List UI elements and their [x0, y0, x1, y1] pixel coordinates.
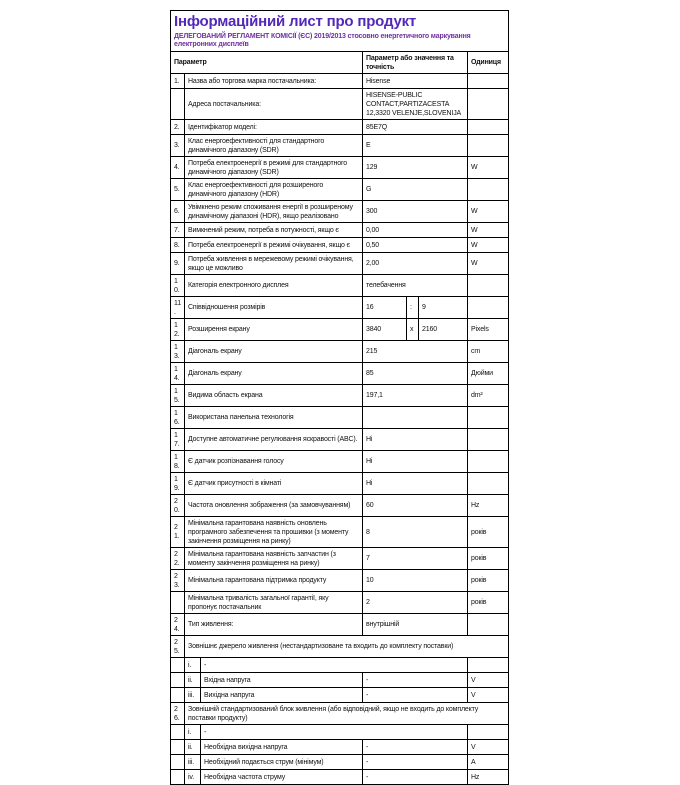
sub-row-number-cell: i. — [185, 725, 201, 740]
value-cell — [363, 407, 468, 429]
row-number-cell: 23. — [171, 570, 185, 592]
row-number-cell: 1. — [171, 74, 185, 89]
sub-row-number-cell: i. — [185, 658, 201, 673]
unit-cell: V — [468, 740, 509, 755]
value-cell: 215 — [363, 341, 468, 363]
unit-cell: V — [468, 688, 509, 703]
row-number-cell — [171, 688, 185, 703]
row-number-cell: 24. — [171, 614, 185, 636]
column-header-unit: Одиниця — [468, 52, 509, 74]
table-row — [171, 135, 509, 157]
parameter-cell: Потреба електроенергії в режимі для стандартного динамічного діапазону (SDR) — [185, 157, 363, 179]
unit-cell: W — [468, 201, 509, 223]
parameter-cell: Потреба живлення в мережевому режимі очікування, якщо це можливо — [185, 253, 363, 275]
parameter-cell: Необхідна частота струму — [201, 770, 363, 785]
row-number-cell: 6. — [171, 201, 185, 223]
value-cell: 7 — [363, 548, 468, 570]
row-number-cell — [171, 673, 185, 688]
table-row — [171, 740, 509, 755]
value-cell: - — [363, 755, 468, 770]
row-number-cell: 14. — [171, 363, 185, 385]
parameter-cell: Діагональ екрану — [185, 363, 363, 385]
row-number-cell: 13. — [171, 341, 185, 363]
unit-cell — [468, 275, 509, 297]
unit-cell — [468, 473, 509, 495]
row-number-cell: 25. — [171, 636, 185, 658]
row-number-cell — [171, 770, 185, 785]
sub-row-number-cell: ii. — [185, 673, 201, 688]
parameter-cell: Частота оновлення зображення (за замовчуванням) — [185, 495, 363, 517]
table-row — [171, 451, 509, 473]
parameter-cell: Мінімальна гарантована підтримка продукту — [185, 570, 363, 592]
unit-cell: cm — [468, 341, 509, 363]
table-row — [171, 517, 509, 548]
unit-cell — [468, 725, 509, 740]
unit-cell — [468, 179, 509, 201]
value-cell: G — [363, 179, 468, 201]
table-row — [171, 429, 509, 451]
value-cell: HISENSE-PUBLIC CONTACT,PARTIZACESTA 12,3320 VELENJE,SLOVENIJA — [363, 89, 468, 120]
parameter-cell: Необхідна вихідна напруга — [201, 740, 363, 755]
column-header-parameter: Параметр — [171, 52, 363, 74]
page-title: Інформаційний лист про продукт — [174, 12, 417, 30]
product-info-table — [170, 10, 509, 785]
value-cell: 10 — [363, 570, 468, 592]
parameter-cell: Використана панельна технологія — [185, 407, 363, 429]
unit-cell — [468, 429, 509, 451]
value-cell: 0,50 — [363, 238, 468, 253]
title-row — [171, 11, 509, 52]
sub-row-number-cell: ii. — [185, 740, 201, 755]
table-row — [171, 179, 509, 201]
parameter-cell: Мінімальна гарантована наявність запчастин (з моменту закінчення розміщення на ринку) — [185, 548, 363, 570]
unit-cell: років — [468, 570, 509, 592]
table-row — [171, 570, 509, 592]
parameter-cell: Доступне автоматичне регулювання яскравості (ABC). — [185, 429, 363, 451]
table-row — [171, 770, 509, 785]
value-cell: 85E7Q — [363, 120, 468, 135]
table-row — [171, 592, 509, 614]
row-number-cell: 15. — [171, 385, 185, 407]
value-cell: 2,00 — [363, 253, 468, 275]
value-cell: 300 — [363, 201, 468, 223]
value-cell: 9 — [419, 297, 468, 319]
table-row — [171, 297, 509, 319]
row-number-cell: 19. — [171, 473, 185, 495]
parameter-cell: Ідентифікатор моделі: — [185, 120, 363, 135]
value-cell: телебачення — [363, 275, 468, 297]
value-cell: - — [363, 740, 468, 755]
unit-cell — [468, 451, 509, 473]
unit-cell — [468, 407, 509, 429]
unit-cell: W — [468, 157, 509, 179]
value-cell: 0,00 — [363, 223, 468, 238]
unit-cell — [468, 614, 509, 636]
parameter-cell: Є датчик присутності в кімнаті — [185, 473, 363, 495]
value-cell: E — [363, 135, 468, 157]
row-number-cell — [171, 725, 185, 740]
value-cell: Hisense — [363, 74, 468, 89]
table-row — [171, 614, 509, 636]
unit-cell — [468, 658, 509, 673]
unit-cell: років — [468, 548, 509, 570]
table-row — [171, 548, 509, 570]
parameter-cell: Розширення екрану — [185, 319, 363, 341]
row-number-cell: 11. — [171, 297, 185, 319]
value-cell: - — [201, 658, 468, 673]
row-number-cell: 9. — [171, 253, 185, 275]
table-row — [171, 725, 509, 740]
unit-cell: W — [468, 238, 509, 253]
row-number-cell — [171, 658, 185, 673]
table-row — [171, 89, 509, 120]
table-row — [171, 495, 509, 517]
row-number-cell: 2. — [171, 120, 185, 135]
parameter-cell: Клас енергоефективності для розширеного динамічного діапазону (HDR) — [185, 179, 363, 201]
table-row — [171, 238, 509, 253]
value-cell: 2160 — [419, 319, 468, 341]
row-number-cell: 5. — [171, 179, 185, 201]
row-number-cell — [171, 755, 185, 770]
unit-cell: Pixels — [468, 319, 509, 341]
table-row — [171, 275, 509, 297]
parameter-cell: Мінімальна тривалість загальної гарантії, яку пропонує постачальник — [185, 592, 363, 614]
table-row — [171, 473, 509, 495]
table-row — [171, 341, 509, 363]
table-row — [171, 407, 509, 429]
parameter-cell: Клас енергоефективності для стандартного динамічного діапазону (SDR) — [185, 135, 363, 157]
row-number-cell: 20. — [171, 495, 185, 517]
table-row — [171, 319, 509, 341]
table-row — [171, 755, 509, 770]
value-cell: - — [363, 673, 468, 688]
unit-cell: V — [468, 673, 509, 688]
table-row — [171, 673, 509, 688]
column-header-value: Параметр або значення та точність — [363, 52, 468, 74]
row-number-cell — [171, 740, 185, 755]
table-row — [171, 636, 509, 658]
unit-cell: W — [468, 253, 509, 275]
unit-cell — [468, 120, 509, 135]
value-cell: Ні — [363, 473, 468, 495]
row-number-cell: 8. — [171, 238, 185, 253]
row-number-cell: 22. — [171, 548, 185, 570]
value-cell: 8 — [363, 517, 468, 548]
value-cell: Ні — [363, 429, 468, 451]
parameter-cell: Необхідний подається струм (мінімум) — [201, 755, 363, 770]
value-cell: - — [363, 770, 468, 785]
value-cell: 85 — [363, 363, 468, 385]
parameter-cell: Назва або торгова марка постачальника: — [185, 74, 363, 89]
table-row — [171, 201, 509, 223]
row-number-cell: 10. — [171, 275, 185, 297]
page-subtitle: ДЕЛЕГОВАНИЙ РЕГЛАМЕНТ КОМІСІЇ (ЄС) 2019/2013 стосовно енергетичного маркування електронних дисплеїв — [174, 32, 471, 48]
unit-cell: років — [468, 517, 509, 548]
row-number-cell: 3. — [171, 135, 185, 157]
value-cell: - — [363, 688, 468, 703]
value-cell: 197,1 — [363, 385, 468, 407]
row-number-cell: 17. — [171, 429, 185, 451]
row-number-cell: 26. — [171, 703, 185, 725]
row-number-cell: 4. — [171, 157, 185, 179]
sub-row-number-cell: iii. — [185, 688, 201, 703]
unit-cell: A — [468, 755, 509, 770]
unit-cell: W — [468, 223, 509, 238]
table-row — [171, 157, 509, 179]
table-row — [171, 74, 509, 89]
parameter-cell: Вихідна напруга — [201, 688, 363, 703]
parameter-cell: Вхідна напруга — [201, 673, 363, 688]
table-row — [171, 703, 509, 725]
value-cell: 2 — [363, 592, 468, 614]
row-number-cell — [171, 592, 185, 614]
row-number-cell: 7. — [171, 223, 185, 238]
unit-cell — [468, 89, 509, 120]
table-row — [171, 120, 509, 135]
value-cell: 3840 — [363, 319, 407, 341]
unit-cell — [468, 297, 509, 319]
unit-cell: dm² — [468, 385, 509, 407]
unit-cell — [468, 74, 509, 89]
value-cell: - — [201, 725, 468, 740]
section-title-cell: Зовнішнє джерело живлення (нестандартизоване та входить до комплекту поставки) — [185, 636, 509, 658]
section-title-cell: Зовнішній стандартизований блок живлення (або відповідний, якщо не входить до комплекту поставки продукту) — [185, 703, 509, 725]
row-number-cell: 12. — [171, 319, 185, 341]
value-separator-cell: x — [407, 319, 419, 341]
table-row — [171, 223, 509, 238]
row-number-cell: 16. — [171, 407, 185, 429]
unit-cell: Hz — [468, 770, 509, 785]
table-row — [171, 253, 509, 275]
header-row — [171, 52, 509, 74]
parameter-cell: Мінімальна гарантована наявність оновлень програмного забезпечення та прошивки (з моменту закінчення розміщення на ринку) — [185, 517, 363, 548]
unit-cell: Дюйми — [468, 363, 509, 385]
table-row — [171, 385, 509, 407]
parameter-cell: Тип живлення: — [185, 614, 363, 636]
parameter-cell: Категорія електронного дисплея — [185, 275, 363, 297]
unit-cell: Hz — [468, 495, 509, 517]
parameter-cell: Вимкнений режим, потреба в потужності, якщо є — [185, 223, 363, 238]
value-cell: 16 — [363, 297, 407, 319]
value-separator-cell: : — [407, 297, 419, 319]
table-row — [171, 688, 509, 703]
title-cell — [171, 11, 509, 52]
value-cell: 129 — [363, 157, 468, 179]
row-number-cell: 18. — [171, 451, 185, 473]
sub-row-number-cell: iv. — [185, 770, 201, 785]
parameter-cell: Видима область екрана — [185, 385, 363, 407]
table-body — [171, 74, 509, 785]
sub-row-number-cell: iii. — [185, 755, 201, 770]
unit-cell — [468, 135, 509, 157]
parameter-cell: Адреса постачальника: — [185, 89, 363, 120]
parameter-cell: Співвідношення розмірів — [185, 297, 363, 319]
row-number-cell: 21. — [171, 517, 185, 548]
row-number-cell — [171, 89, 185, 120]
parameter-cell: Увімкнено режим споживання енергії в розширеному динамічному діапазоні (HDR), якщо реалізовано — [185, 201, 363, 223]
parameter-cell: Діагональ екрану — [185, 341, 363, 363]
value-cell: внутрішній — [363, 614, 468, 636]
unit-cell: років — [468, 592, 509, 614]
table-row — [171, 658, 509, 673]
table-row — [171, 363, 509, 385]
parameter-cell: Є датчик розпізнавання голосу — [185, 451, 363, 473]
value-cell: Ні — [363, 451, 468, 473]
value-cell: 60 — [363, 495, 468, 517]
parameter-cell: Потреба електроенергії в режимі очікування, якщо є — [185, 238, 363, 253]
